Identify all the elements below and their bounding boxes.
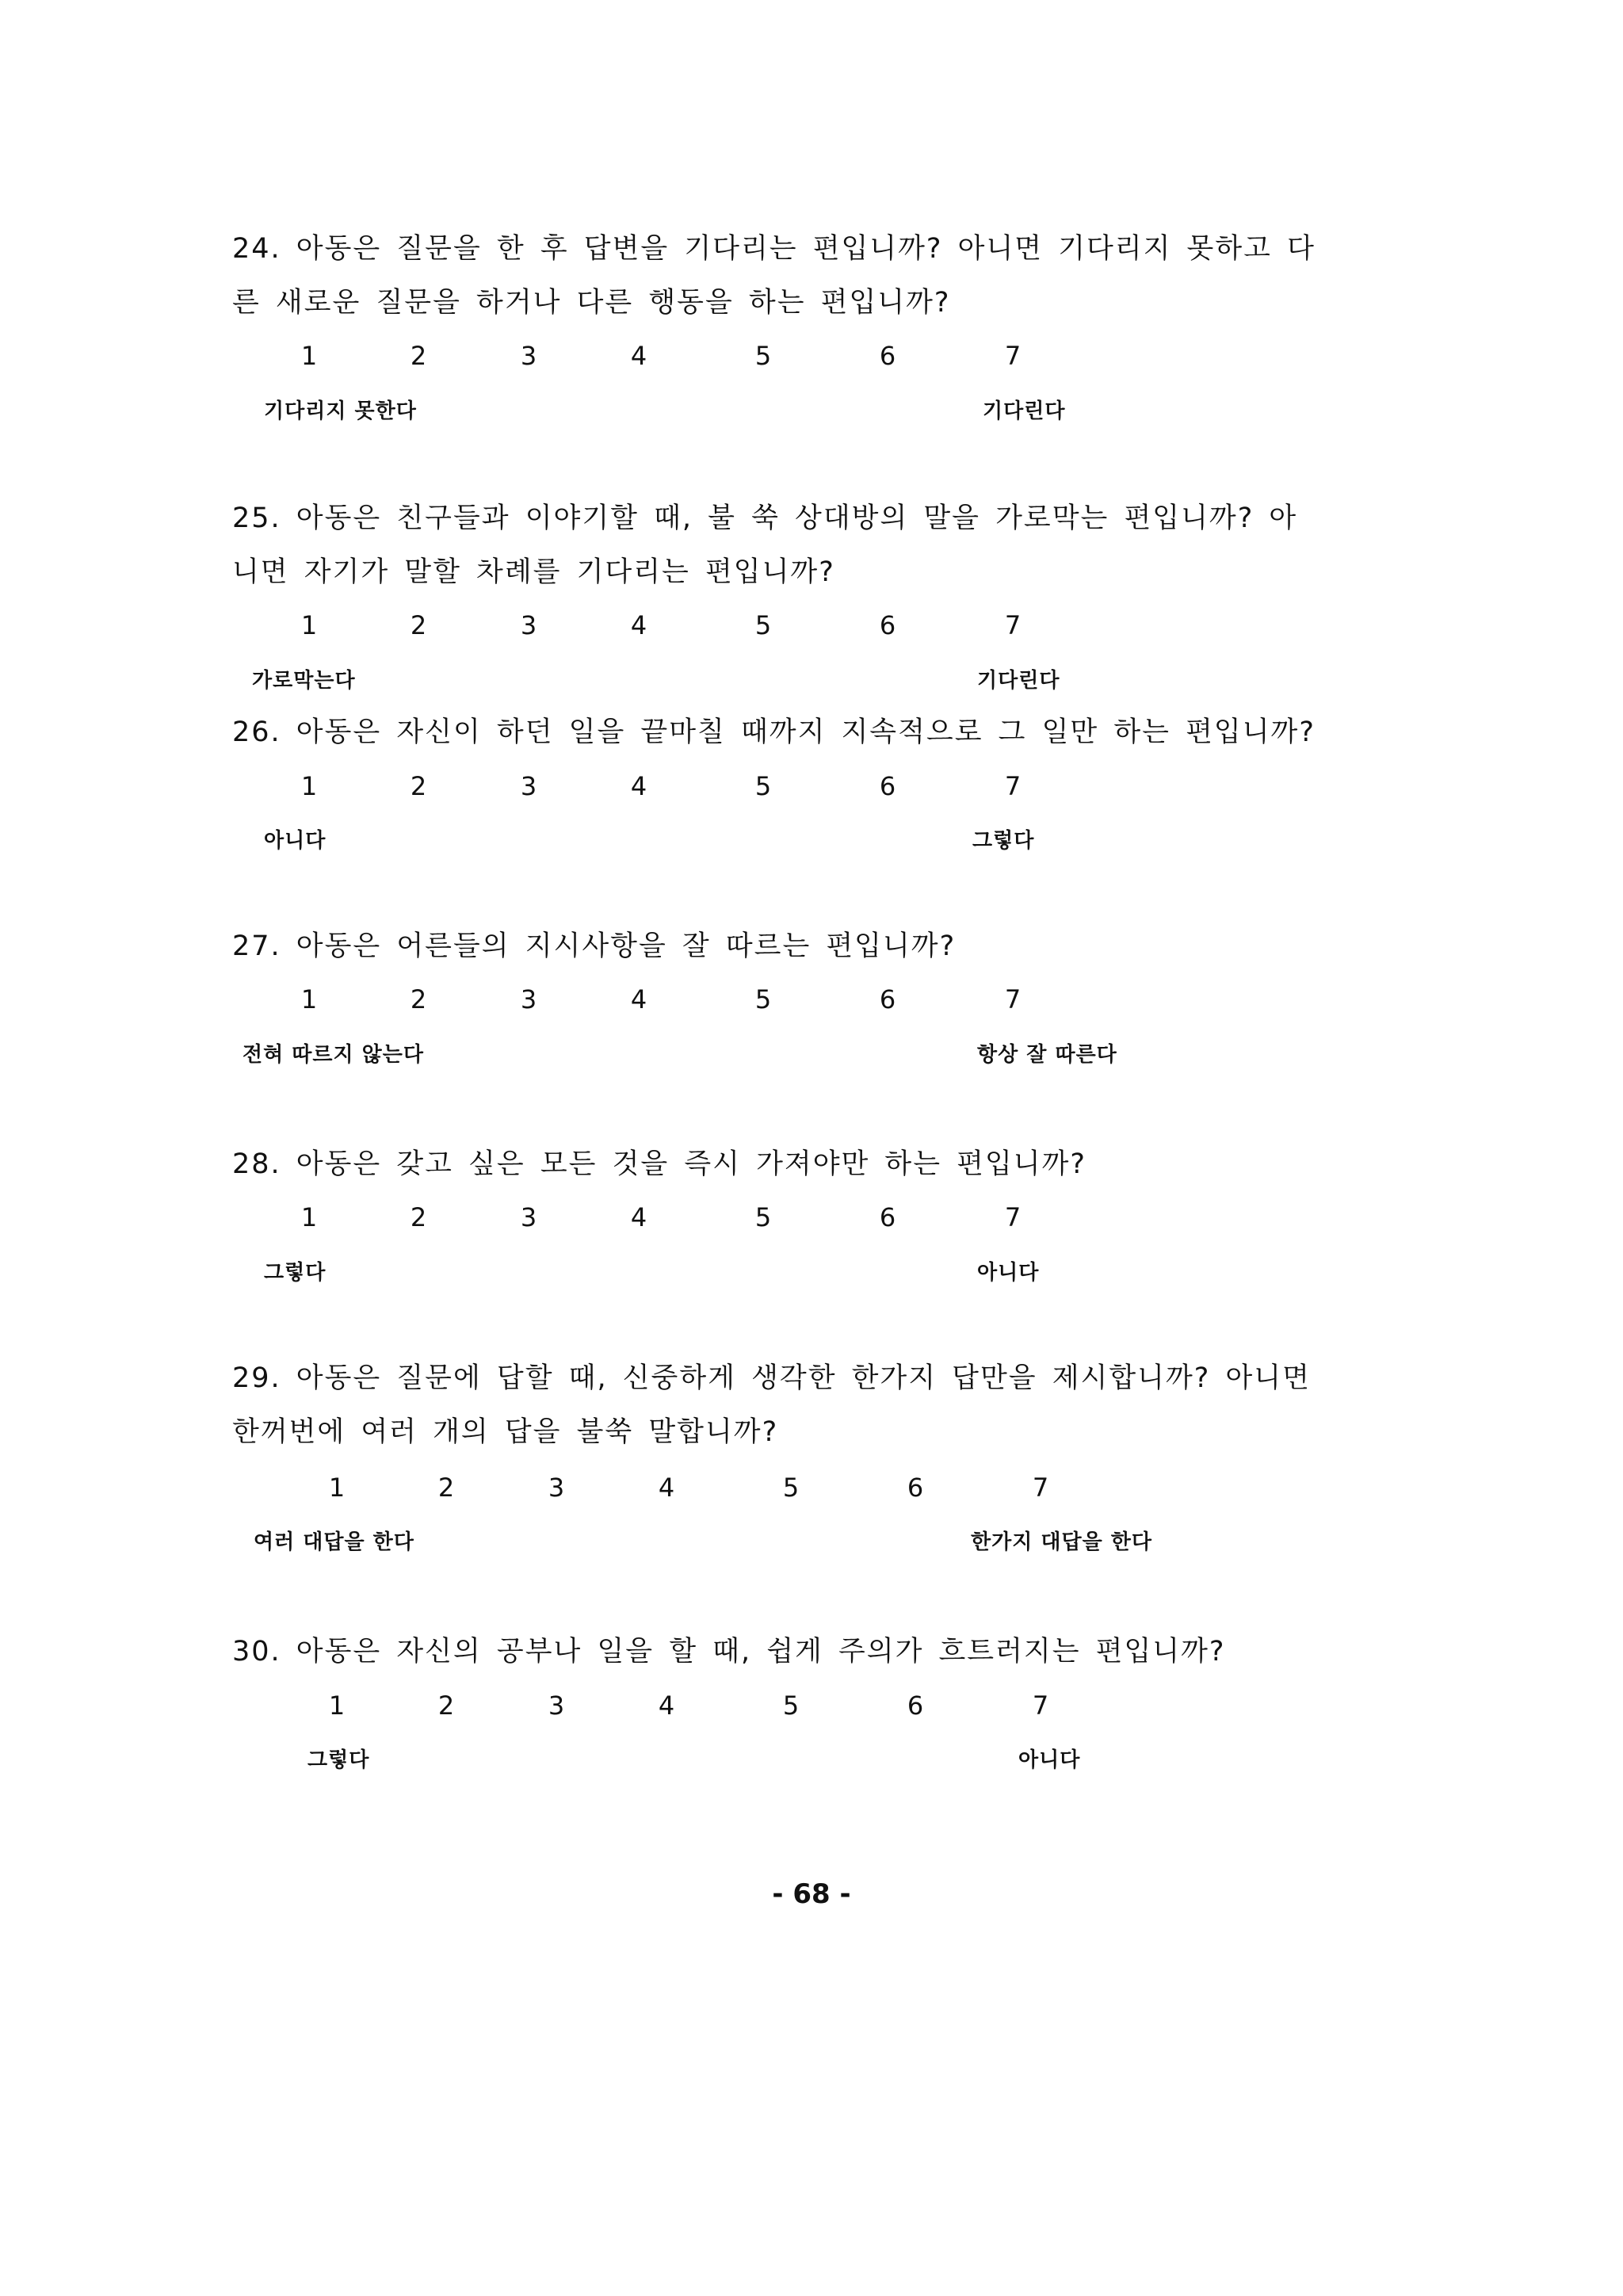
question-29: 29. 아동은 질문에 답할 때, 신중하게 생각한 한가지 답만을 제시합니까? 아니면 한꺼번에 여러 개의 답을 불쑥 말합니까? [232,1362,1311,1448]
scale-right-anchor: 기다린다 [983,399,1066,423]
scale-right-anchor: 아니다 [1018,1748,1081,1772]
scale-value[interactable]: 2 [437,1473,455,1503]
scale-right-anchor: 항상 잘 따른다 [977,1043,1117,1067]
scale-value[interactable]: 7 [1004,771,1022,801]
scale-value[interactable]: 1 [300,1202,318,1232]
scale-value[interactable]: 5 [754,341,772,371]
scale-value[interactable]: 2 [410,610,427,640]
scale-left-anchor: 가로막는다 [252,669,356,693]
scale-value[interactable]: 5 [754,984,772,1014]
scale-value[interactable]: 3 [520,771,537,801]
scale-value[interactable]: 1 [300,341,318,371]
question-24: 24. 아동은 질문을 한 후 답변을 기다리는 편입니까? 아니면 기다리지 못하고 다른 새로운 질문을 하거나 다른 행동을 하는 편입니까? [232,233,1316,319]
scale-value[interactable]: 4 [658,1473,675,1503]
scale-value[interactable]: 6 [879,1202,896,1232]
scale-value[interactable]: 3 [520,984,537,1014]
question-28: 28. 아동은 갖고 싶은 모든 것을 즉시 가져야만 하는 편입니까? [232,1148,1086,1180]
scale-value[interactable]: 7 [1004,1202,1022,1232]
scale-right-anchor: 그렇다 [972,829,1035,853]
scale-value[interactable]: 3 [548,1690,565,1721]
scale-value[interactable]: 1 [300,984,318,1014]
scale-right-anchor: 기다린다 [977,669,1060,693]
scale-right-anchor: 한가지 대답을 한다 [971,1530,1153,1554]
scale-value[interactable]: 1 [300,771,318,801]
scale-value[interactable]: 2 [410,771,427,801]
scale-left-anchor: 그렇다 [307,1748,370,1772]
scale-value[interactable]: 3 [520,610,537,640]
scale-value[interactable]: 5 [782,1473,800,1503]
scale-value[interactable]: 7 [1004,610,1022,640]
scale-value[interactable]: 2 [410,1202,427,1232]
question-27: 27. 아동은 어른들의 지시사항을 잘 따르는 편입니까? [232,930,957,962]
scale-left-anchor: 기다리지 못한다 [264,399,417,423]
scale-value[interactable]: 6 [907,1473,924,1503]
scale-value[interactable]: 6 [907,1690,924,1721]
scale-value[interactable]: 4 [630,341,647,371]
scale-value[interactable]: 6 [879,341,896,371]
scale-value[interactable]: 2 [437,1690,455,1721]
scale-value[interactable]: 3 [548,1473,565,1503]
scale-value[interactable]: 7 [1004,984,1022,1014]
question-25: 25. 아동은 친구들과 이야기할 때, 불 쑥 상대방의 말을 가로막는 편입니까? 아니면 자기가 말할 차례를 기다리는 편입니까? [232,502,1298,588]
scale-value[interactable]: 6 [879,771,896,801]
scale-value[interactable]: 4 [630,1202,647,1232]
scale-value[interactable]: 3 [520,1202,537,1232]
scale-value[interactable]: 5 [754,771,772,801]
scale-value[interactable]: 4 [630,984,647,1014]
scale-value[interactable]: 4 [630,610,647,640]
scale-value[interactable]: 1 [300,610,318,640]
question-26: 26. 아동은 자신이 하던 일을 끝마칠 때까지 지속적으로 그 일만 하는 편입니까? [232,716,1316,748]
scale-value[interactable]: 3 [520,341,537,371]
scale-left-anchor: 여러 대답을 한다 [254,1530,414,1554]
scale-value[interactable]: 7 [1004,341,1022,371]
scale-value[interactable]: 2 [410,341,427,371]
scale-value[interactable]: 7 [1032,1690,1049,1721]
scale-value[interactable]: 1 [328,1473,346,1503]
scale-value[interactable]: 5 [782,1690,800,1721]
scale-left-anchor: 아니다 [264,829,327,853]
scale-left-anchor: 그렇다 [264,1261,327,1285]
scale-value[interactable]: 2 [410,984,427,1014]
scale-value[interactable]: 4 [630,771,647,801]
scale-right-anchor: 아니다 [977,1261,1040,1285]
scale-value[interactable]: 4 [658,1690,675,1721]
scale-value[interactable]: 1 [328,1690,346,1721]
scale-value[interactable]: 7 [1032,1473,1049,1503]
scale-value[interactable]: 5 [754,1202,772,1232]
scale-value[interactable]: 5 [754,610,772,640]
scale-value[interactable]: 6 [879,610,896,640]
question-30: 30. 아동은 자신의 공부나 일을 할 때, 쉽게 주의가 흐트러지는 편입니까? [232,1636,1226,1668]
scale-value[interactable]: 6 [879,984,896,1014]
scale-left-anchor: 전혀 따르지 않는다 [242,1043,425,1067]
page-number: - 68 - [772,1878,851,1910]
